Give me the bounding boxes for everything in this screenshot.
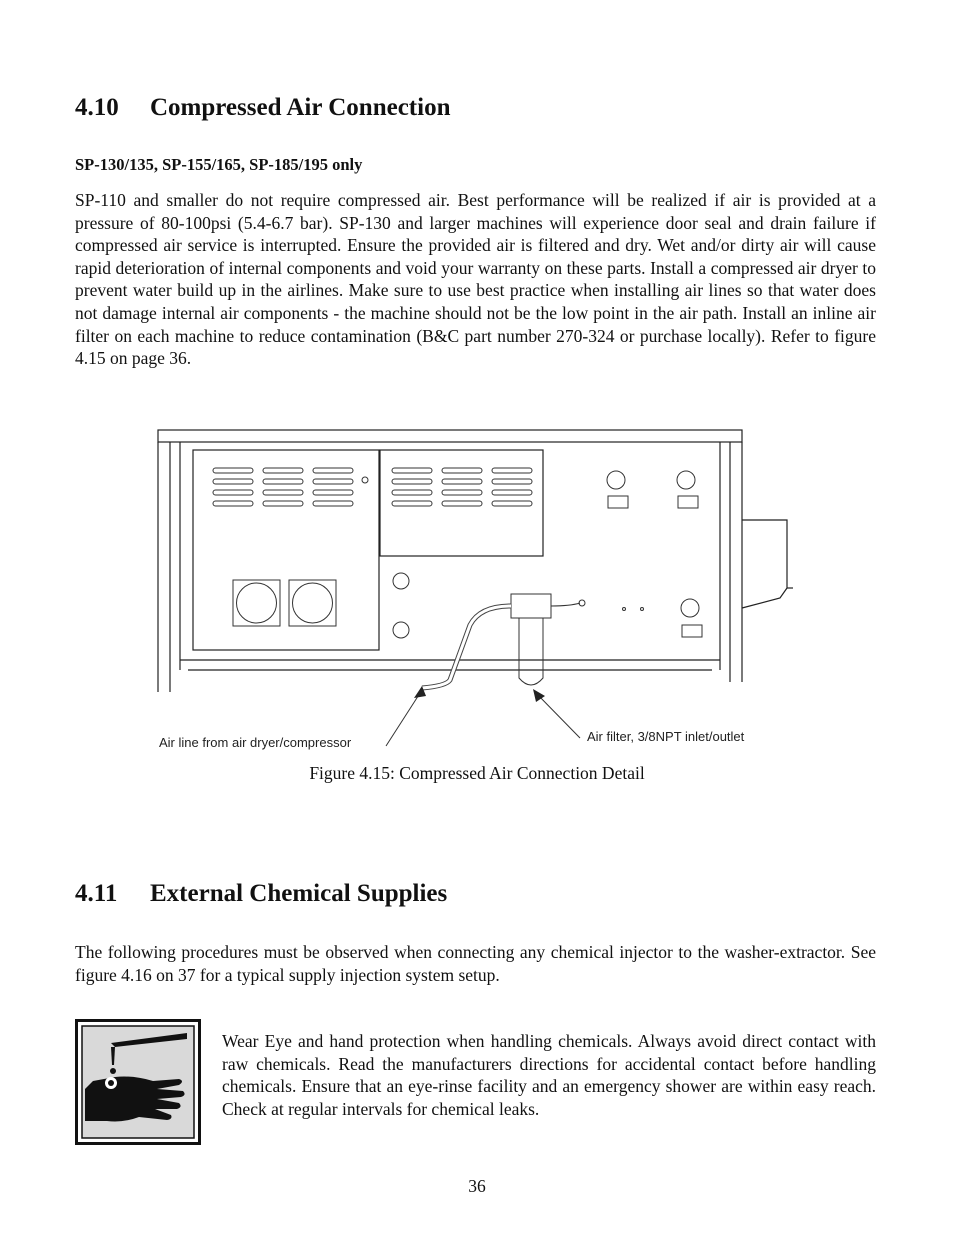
chemical-hand-warning-icon <box>75 1019 201 1145</box>
fan-panel-right <box>289 580 336 626</box>
machine-top-rail <box>158 430 742 442</box>
right-vents <box>392 468 532 506</box>
air-filter-bowl <box>519 618 543 685</box>
left-vents <box>213 468 353 506</box>
models-subheading: SP-130/135, SP-155/165, SP-185/195 only <box>75 155 363 174</box>
section-4-10-heading <box>75 93 450 123</box>
air-line-label: Air line from air dryer/compressor <box>159 735 352 750</box>
section-number: 4.10 <box>75 94 119 121</box>
fan-panel-left <box>233 580 280 626</box>
chemical-supplies-paragraph: The following procedures must be observed when connecting any chemical injector to the washer-extractor. See figure 4.16 on 37 for a typical supply injection system setup. <box>75 942 876 985</box>
chemical-warning-text: Wear Eye and hand protection when handling chemicals. Always avoid direct contact with raw chemicals. Read the manufacturers directions for accidental contact before handling chemicals. Ensure that an eye-rinse facility and an emergency shower are within easy reach. Check at regular intervals for chemical leaks. <box>222 1031 876 1119</box>
figure-caption: Figure 4.15: Compressed Air Connection Detail <box>309 763 645 783</box>
compressed-air-paragraph: SP-110 and smaller do not require compressed air. Best performance will be realized if air is provided at a pressure of 80-100psi (5.4-6.7 bar). SP-130 and larger machines will experience door seal and drain failure if compressed air service is interrupted. Ensure the provided air is filtered and dry. Wet and/or dirty air will cause rapid deterioration of internal components and void your warranty on these parts. Install a compressed air dryer to prevent water build up in the airlines. Make sure to use best practice when installing air lines so that water does not damage internal air components - the machine should not be the low point in the air path. Install an inline air filter on each machine to reduce contamination (B&C part number 270-324 or purchase locally). Refer to figure 4.15 on page 36. <box>75 190 876 369</box>
section-title: External Chemical Supplies <box>150 880 448 907</box>
section-title: Compressed Air Connection <box>150 94 451 121</box>
right-vent-panel <box>380 450 543 556</box>
section-4-11-heading <box>75 879 447 909</box>
page-number: 36 <box>468 1176 486 1196</box>
air-filter-label: Air filter, 3/8NPT inlet/outlet <box>587 729 745 744</box>
section-number: 4.11 <box>75 880 118 907</box>
air-filter-head <box>511 594 551 618</box>
compressed-air-figure <box>150 420 810 760</box>
left-access-panel <box>193 450 379 650</box>
